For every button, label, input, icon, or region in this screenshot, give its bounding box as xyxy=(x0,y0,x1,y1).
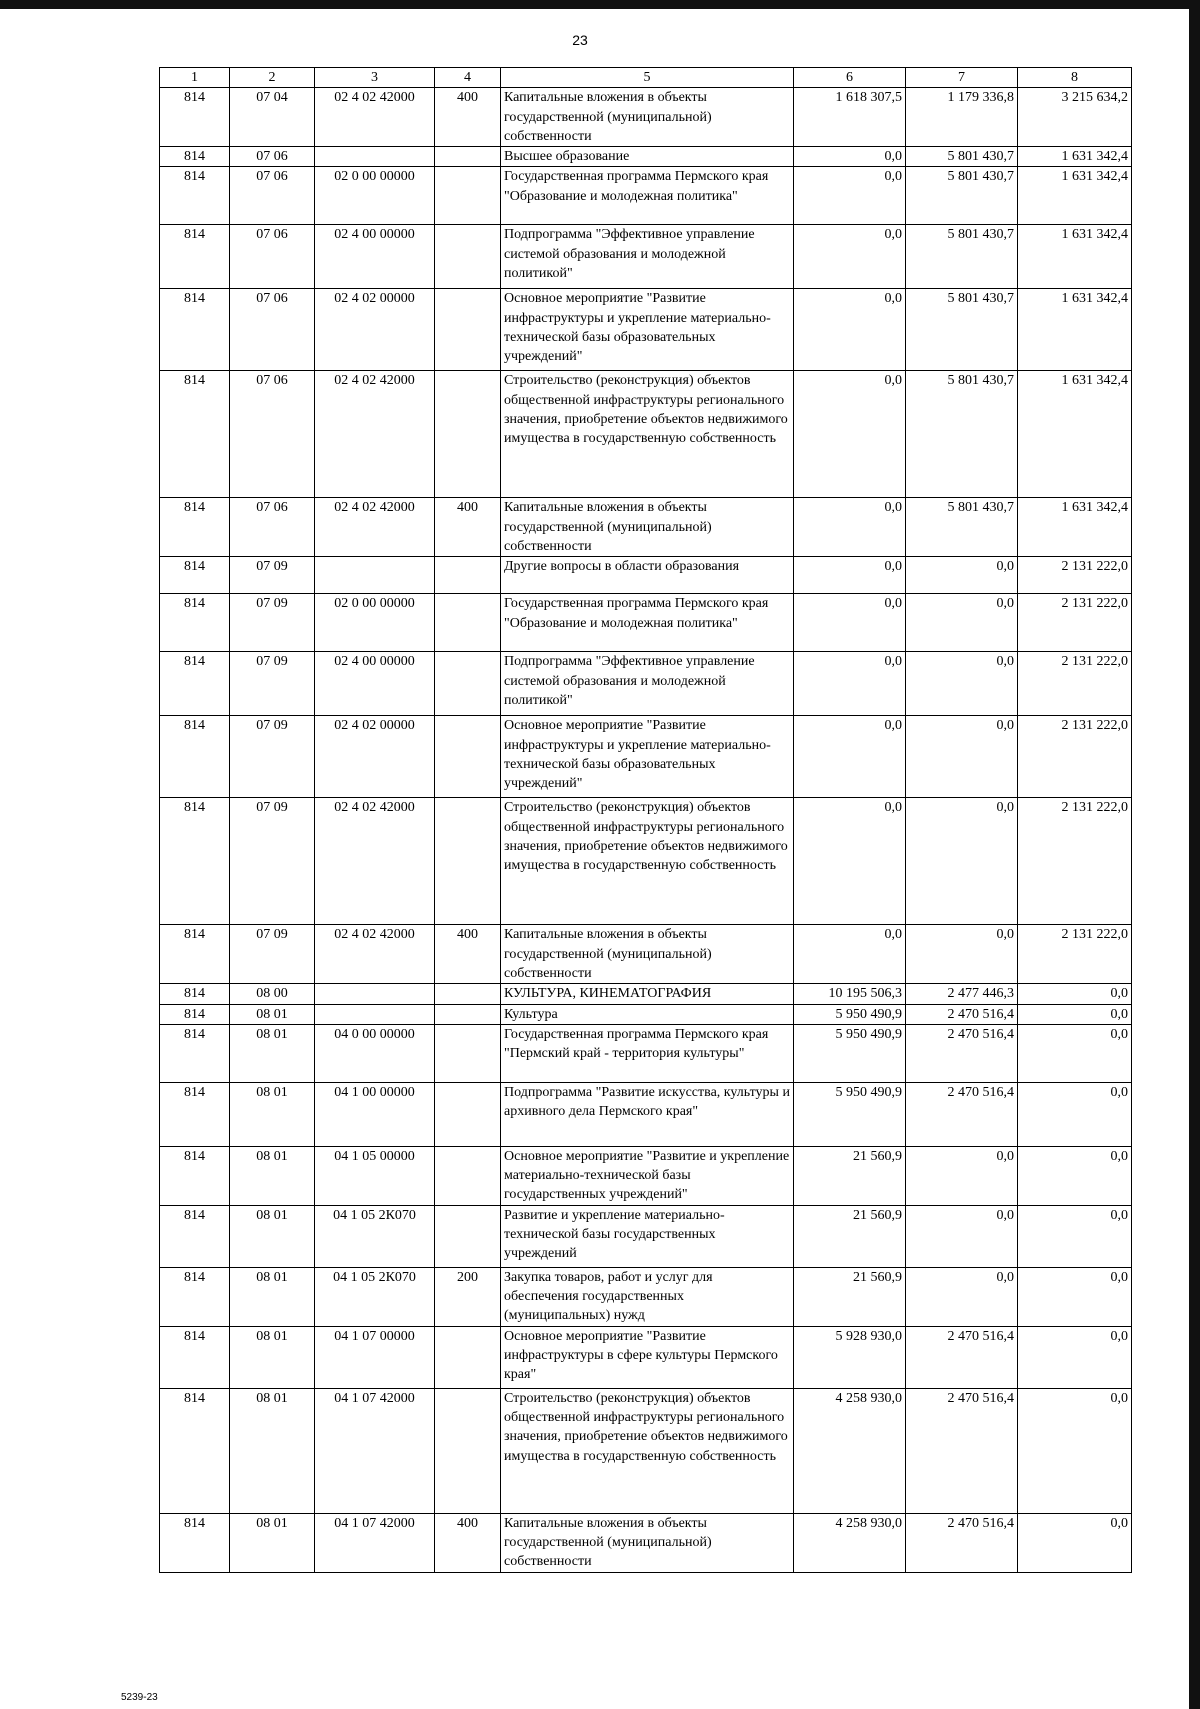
cell-section-code: 07 09 xyxy=(230,557,315,594)
cell-section-code: 07 04 xyxy=(230,88,315,147)
cell-admin-code: 814 xyxy=(160,557,230,594)
cell-amount-7: 2 470 516,4 xyxy=(906,1024,1018,1082)
cell-amount-6: 0,0 xyxy=(794,167,906,225)
cell-name: Капитальные вложения в объекты государственной (муниципальной) собственности xyxy=(501,88,794,147)
cell-amount-8: 2 131 222,0 xyxy=(1018,798,1132,925)
budget-table xyxy=(159,67,1132,1573)
cell-expense-type: 400 xyxy=(435,925,501,984)
cell-expense-type xyxy=(435,557,501,594)
cell-admin-code: 814 xyxy=(160,925,230,984)
cell-name: Развитие и укрепление материально-технической базы государственных учреждений xyxy=(501,1205,794,1267)
page-number: 23 xyxy=(572,32,588,48)
cell-name: Подпрограмма "Эффективное управление системой образования и молодежной политикой" xyxy=(501,225,794,289)
cell-expense-type xyxy=(435,652,501,716)
table-row xyxy=(160,798,1132,925)
table-row xyxy=(160,1146,1132,1205)
cell-target-code: 02 4 00 00000 xyxy=(315,225,435,289)
cell-amount-7: 2 470 516,4 xyxy=(906,1326,1018,1388)
cell-amount-6: 1 618 307,5 xyxy=(794,88,906,147)
cell-amount-6: 21 560,9 xyxy=(794,1205,906,1267)
column-header: 3 xyxy=(315,68,435,88)
table-body xyxy=(160,88,1132,1572)
cell-expense-type: 400 xyxy=(435,88,501,147)
cell-target-code: 02 4 02 00000 xyxy=(315,716,435,798)
cell-expense-type xyxy=(435,289,501,371)
table-row xyxy=(160,225,1132,289)
cell-amount-7: 5 801 430,7 xyxy=(906,498,1018,557)
cell-amount-6: 0,0 xyxy=(794,498,906,557)
cell-section-code: 07 06 xyxy=(230,289,315,371)
cell-name: Строительство (реконструкция) объектов общественной инфраструктуры регионального значения, приобретение объектов недвижимого имущества в государственную собственность xyxy=(501,1388,794,1513)
column-header: 7 xyxy=(906,68,1018,88)
cell-admin-code: 814 xyxy=(160,498,230,557)
cell-amount-6: 0,0 xyxy=(794,716,906,798)
cell-target-code: 04 1 05 2К070 xyxy=(315,1205,435,1267)
cell-name: Капитальные вложения в объекты государственной (муниципальной) собственности xyxy=(501,1513,794,1572)
cell-section-code: 08 01 xyxy=(230,1004,315,1024)
cell-expense-type xyxy=(435,1388,501,1513)
cell-name: Капитальные вложения в объекты государственной (муниципальной) собственности xyxy=(501,498,794,557)
cell-amount-7: 0,0 xyxy=(906,1146,1018,1205)
cell-admin-code: 814 xyxy=(160,716,230,798)
cell-amount-8: 1 631 342,4 xyxy=(1018,289,1132,371)
cell-amount-6: 0,0 xyxy=(794,147,906,167)
table-row xyxy=(160,167,1132,225)
cell-expense-type xyxy=(435,1004,501,1024)
table-row xyxy=(160,557,1132,594)
cell-name: Другие вопросы в области образования xyxy=(501,557,794,594)
cell-target-code: 04 1 05 2К070 xyxy=(315,1267,435,1326)
column-header: 6 xyxy=(794,68,906,88)
cell-section-code: 08 01 xyxy=(230,1513,315,1572)
cell-amount-6: 4 258 930,0 xyxy=(794,1388,906,1513)
cell-admin-code: 814 xyxy=(160,1205,230,1267)
cell-amount-7: 5 801 430,7 xyxy=(906,225,1018,289)
cell-target-code: 04 1 00 00000 xyxy=(315,1082,435,1146)
cell-section-code: 07 09 xyxy=(230,594,315,652)
table-row xyxy=(160,371,1132,498)
cell-section-code: 07 06 xyxy=(230,371,315,498)
cell-target-code: 02 4 02 42000 xyxy=(315,88,435,147)
cell-admin-code: 814 xyxy=(160,652,230,716)
table-row xyxy=(160,652,1132,716)
cell-name: Основное мероприятие "Развитие инфраструктуры и укрепление материально-технической базы образовательных учреждений" xyxy=(501,716,794,798)
table-row xyxy=(160,1388,1132,1513)
cell-expense-type xyxy=(435,798,501,925)
cell-expense-type xyxy=(435,1146,501,1205)
cell-amount-7: 0,0 xyxy=(906,557,1018,594)
cell-section-code: 07 09 xyxy=(230,716,315,798)
cell-amount-7: 5 801 430,7 xyxy=(906,147,1018,167)
table-row xyxy=(160,498,1132,557)
table-row xyxy=(160,1513,1132,1572)
cell-admin-code: 814 xyxy=(160,1513,230,1572)
cell-expense-type: 200 xyxy=(435,1267,501,1326)
cell-amount-8: 0,0 xyxy=(1018,1326,1132,1388)
cell-amount-6: 0,0 xyxy=(794,289,906,371)
cell-amount-8: 1 631 342,4 xyxy=(1018,371,1132,498)
table-row xyxy=(160,716,1132,798)
cell-name: КУЛЬТУРА, КИНЕМАТОГРАФИЯ xyxy=(501,984,794,1004)
cell-name: Основное мероприятие "Развитие инфраструктуры в сфере культуры Пермского края" xyxy=(501,1326,794,1388)
cell-expense-type xyxy=(435,371,501,498)
cell-target-code: 02 0 00 00000 xyxy=(315,594,435,652)
cell-amount-6: 5 950 490,9 xyxy=(794,1024,906,1082)
cell-expense-type xyxy=(435,594,501,652)
cell-admin-code: 814 xyxy=(160,594,230,652)
cell-amount-7: 5 801 430,7 xyxy=(906,289,1018,371)
table-row xyxy=(160,289,1132,371)
cell-section-code: 08 01 xyxy=(230,1267,315,1326)
table-row xyxy=(160,1082,1132,1146)
table-row xyxy=(160,1024,1132,1082)
cell-name: Государственная программа Пермского края "Пермский край - территория культуры" xyxy=(501,1024,794,1082)
cell-amount-8: 0,0 xyxy=(1018,1024,1132,1082)
cell-target-code: 02 4 02 42000 xyxy=(315,498,435,557)
cell-target-code xyxy=(315,1004,435,1024)
cell-amount-8: 0,0 xyxy=(1018,1513,1132,1572)
cell-expense-type xyxy=(435,984,501,1004)
cell-amount-7: 0,0 xyxy=(906,652,1018,716)
cell-section-code: 07 06 xyxy=(230,498,315,557)
cell-target-code: 02 4 02 00000 xyxy=(315,289,435,371)
cell-amount-7: 2 470 516,4 xyxy=(906,1388,1018,1513)
cell-expense-type xyxy=(435,1205,501,1267)
cell-amount-7: 2 470 516,4 xyxy=(906,1082,1018,1146)
table-row xyxy=(160,147,1132,167)
cell-amount-8: 2 131 222,0 xyxy=(1018,652,1132,716)
table-row xyxy=(160,984,1132,1004)
cell-amount-7: 0,0 xyxy=(906,716,1018,798)
cell-target-code xyxy=(315,557,435,594)
cell-admin-code: 814 xyxy=(160,1146,230,1205)
cell-admin-code: 814 xyxy=(160,984,230,1004)
cell-amount-6: 0,0 xyxy=(794,557,906,594)
cell-amount-6: 0,0 xyxy=(794,594,906,652)
table-row xyxy=(160,88,1132,147)
cell-amount-8: 1 631 342,4 xyxy=(1018,498,1132,557)
cell-amount-7: 0,0 xyxy=(906,925,1018,984)
cell-section-code: 07 09 xyxy=(230,652,315,716)
cell-amount-7: 0,0 xyxy=(906,594,1018,652)
cell-name: Закупка товаров, работ и услуг для обеспечения государственных (муниципальных) нужд xyxy=(501,1267,794,1326)
scan-border-top xyxy=(0,0,1200,9)
cell-amount-7: 5 801 430,7 xyxy=(906,371,1018,498)
cell-name: Культура xyxy=(501,1004,794,1024)
cell-name: Капитальные вложения в объекты государственной (муниципальной) собственности xyxy=(501,925,794,984)
cell-target-code: 02 4 00 00000 xyxy=(315,652,435,716)
cell-expense-type: 400 xyxy=(435,1513,501,1572)
cell-name: Подпрограмма "Развитие искусства, культуры и архивного дела Пермского края" xyxy=(501,1082,794,1146)
cell-amount-7: 2 477 446,3 xyxy=(906,984,1018,1004)
cell-name: Высшее образование xyxy=(501,147,794,167)
column-header: 4 xyxy=(435,68,501,88)
cell-expense-type xyxy=(435,225,501,289)
cell-amount-7: 2 470 516,4 xyxy=(906,1513,1018,1572)
scan-border-right xyxy=(1189,0,1200,1709)
cell-amount-7: 5 801 430,7 xyxy=(906,167,1018,225)
cell-amount-7: 0,0 xyxy=(906,798,1018,925)
cell-amount-6: 5 928 930,0 xyxy=(794,1326,906,1388)
cell-amount-7: 0,0 xyxy=(906,1267,1018,1326)
cell-amount-6: 0,0 xyxy=(794,798,906,925)
table-row xyxy=(160,925,1132,984)
table-row xyxy=(160,1004,1132,1024)
cell-amount-6: 5 950 490,9 xyxy=(794,1082,906,1146)
cell-section-code: 07 06 xyxy=(230,167,315,225)
cell-target-code: 02 4 02 42000 xyxy=(315,371,435,498)
cell-target-code: 04 1 07 00000 xyxy=(315,1326,435,1388)
cell-amount-8: 0,0 xyxy=(1018,1004,1132,1024)
cell-amount-8: 0,0 xyxy=(1018,984,1132,1004)
cell-amount-8: 2 131 222,0 xyxy=(1018,594,1132,652)
cell-target-code xyxy=(315,147,435,167)
cell-amount-8: 0,0 xyxy=(1018,1267,1132,1326)
table-row xyxy=(160,1326,1132,1388)
cell-amount-6: 0,0 xyxy=(794,371,906,498)
cell-amount-6: 21 560,9 xyxy=(794,1267,906,1326)
cell-section-code: 08 01 xyxy=(230,1024,315,1082)
cell-admin-code: 814 xyxy=(160,289,230,371)
cell-amount-6: 0,0 xyxy=(794,925,906,984)
cell-section-code: 08 01 xyxy=(230,1326,315,1388)
cell-amount-8: 2 131 222,0 xyxy=(1018,557,1132,594)
cell-admin-code: 814 xyxy=(160,798,230,925)
cell-admin-code: 814 xyxy=(160,1267,230,1326)
cell-expense-type xyxy=(435,167,501,225)
cell-amount-7: 1 179 336,8 xyxy=(906,88,1018,147)
cell-target-code xyxy=(315,984,435,1004)
cell-expense-type xyxy=(435,1024,501,1082)
column-header: 8 xyxy=(1018,68,1132,88)
table-row xyxy=(160,1205,1132,1267)
cell-amount-6: 21 560,9 xyxy=(794,1146,906,1205)
cell-expense-type xyxy=(435,147,501,167)
cell-section-code: 08 01 xyxy=(230,1082,315,1146)
cell-amount-8: 0,0 xyxy=(1018,1388,1132,1513)
cell-amount-8: 0,0 xyxy=(1018,1082,1132,1146)
cell-target-code: 02 0 00 00000 xyxy=(315,167,435,225)
cell-admin-code: 814 xyxy=(160,1388,230,1513)
cell-amount-8: 0,0 xyxy=(1018,1205,1132,1267)
column-header: 5 xyxy=(501,68,794,88)
cell-section-code: 07 06 xyxy=(230,225,315,289)
cell-admin-code: 814 xyxy=(160,371,230,498)
cell-name: Подпрограмма "Эффективное управление системой образования и молодежной политикой" xyxy=(501,652,794,716)
cell-name: Основное мероприятие "Развитие и укрепление материально-технической базы государственных учреждений" xyxy=(501,1146,794,1205)
cell-name: Строительство (реконструкция) объектов общественной инфраструктуры регионального значения, приобретение объектов недвижимого имущества в государственную собственность xyxy=(501,371,794,498)
cell-amount-8: 2 131 222,0 xyxy=(1018,716,1132,798)
cell-admin-code: 814 xyxy=(160,147,230,167)
cell-target-code: 04 0 00 00000 xyxy=(315,1024,435,1082)
cell-admin-code: 814 xyxy=(160,225,230,289)
cell-target-code: 02 4 02 42000 xyxy=(315,925,435,984)
cell-section-code: 07 09 xyxy=(230,798,315,925)
cell-expense-type xyxy=(435,1326,501,1388)
table-header-row xyxy=(160,68,1132,88)
cell-expense-type: 400 xyxy=(435,498,501,557)
cell-amount-6: 4 258 930,0 xyxy=(794,1513,906,1572)
cell-amount-7: 2 470 516,4 xyxy=(906,1004,1018,1024)
table-row xyxy=(160,1267,1132,1326)
cell-name: Основное мероприятие "Развитие инфраструктуры и укрепление материально-технической базы образовательных учреждений" xyxy=(501,289,794,371)
cell-name: Строительство (реконструкция) объектов общественной инфраструктуры регионального значения, приобретение объектов недвижимого имущества в государственную собственность xyxy=(501,798,794,925)
cell-section-code: 07 09 xyxy=(230,925,315,984)
cell-target-code: 04 1 07 42000 xyxy=(315,1388,435,1513)
cell-amount-6: 0,0 xyxy=(794,225,906,289)
cell-expense-type xyxy=(435,1082,501,1146)
cell-amount-8: 1 631 342,4 xyxy=(1018,167,1132,225)
cell-amount-8: 1 631 342,4 xyxy=(1018,147,1132,167)
cell-section-code: 08 01 xyxy=(230,1388,315,1513)
cell-admin-code: 814 xyxy=(160,88,230,147)
cell-target-code: 04 1 07 42000 xyxy=(315,1513,435,1572)
cell-target-code: 04 1 05 00000 xyxy=(315,1146,435,1205)
cell-admin-code: 814 xyxy=(160,1024,230,1082)
cell-target-code: 02 4 02 42000 xyxy=(315,798,435,925)
cell-amount-8: 1 631 342,4 xyxy=(1018,225,1132,289)
cell-admin-code: 814 xyxy=(160,1004,230,1024)
cell-section-code: 08 01 xyxy=(230,1146,315,1205)
cell-section-code: 08 00 xyxy=(230,984,315,1004)
cell-amount-8: 0,0 xyxy=(1018,1146,1132,1205)
cell-admin-code: 814 xyxy=(160,1326,230,1388)
cell-name: Государственная программа Пермского края "Образование и молодежная политика" xyxy=(501,167,794,225)
cell-amount-6: 0,0 xyxy=(794,652,906,716)
cell-amount-8: 2 131 222,0 xyxy=(1018,925,1132,984)
column-header: 2 xyxy=(230,68,315,88)
cell-section-code: 07 06 xyxy=(230,147,315,167)
cell-amount-8: 3 215 634,2 xyxy=(1018,88,1132,147)
cell-name: Государственная программа Пермского края "Образование и молодежная политика" xyxy=(501,594,794,652)
cell-expense-type xyxy=(435,716,501,798)
cell-admin-code: 814 xyxy=(160,167,230,225)
cell-amount-6: 10 195 506,3 xyxy=(794,984,906,1004)
cell-amount-7: 0,0 xyxy=(906,1205,1018,1267)
table-row xyxy=(160,594,1132,652)
cell-admin-code: 814 xyxy=(160,1082,230,1146)
cell-section-code: 08 01 xyxy=(230,1205,315,1267)
column-header: 1 xyxy=(160,68,230,88)
document-code: 5239-23 xyxy=(121,1692,158,1703)
cell-amount-6: 5 950 490,9 xyxy=(794,1004,906,1024)
